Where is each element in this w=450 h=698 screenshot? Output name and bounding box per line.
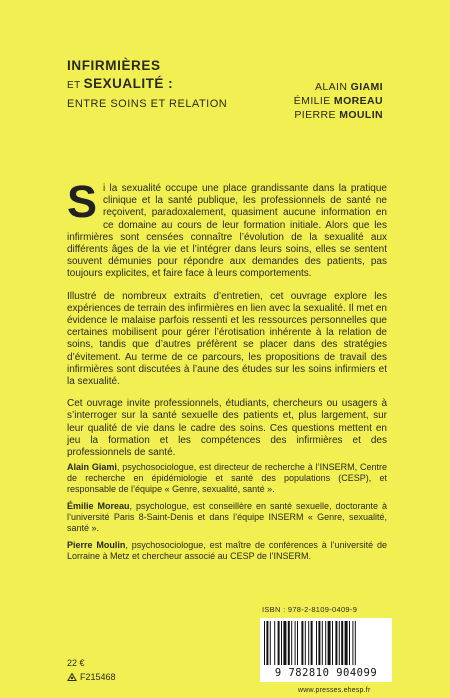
paragraph-text: i la sexualité occupe une place grandissante dans la pratique clinique et la santé publique, les professionnels de santé ne reçoivent, paradoxalement, quasiment aucune information en ce domaine au cours de leur formation initiale. Alors que les infirmières sont censées connaître l’évolution de la sexualité aux différents âges de la vie et l’intégrer dans leurs soins, elles se sentent souvent démunies pour répondre aux demandes des patients, pas toujours explicites, et faire face à leurs comportements.	[67, 183, 387, 280]
author-bios	[67, 462, 387, 568]
bio-text: , psychologue, est conseillère en santé sexuelle, doctorante à l’université Paris 8-Saint-Denis et dans l’équipe INSERM « Genre, sexualité, santé ».	[67, 501, 387, 533]
bio	[67, 501, 387, 534]
blurb-paragraph-1	[67, 176, 387, 281]
bio-name: Pierre Moulin	[67, 540, 126, 550]
author-last: GIAMI	[350, 81, 383, 93]
publisher-url[interactable]: www.presses.ehesp.fr	[298, 687, 371, 694]
author-first: ÉMILIE	[293, 95, 334, 107]
title-line2	[67, 75, 247, 95]
author	[294, 108, 383, 122]
barcode-bars-icon	[264, 621, 388, 667]
bio	[67, 540, 387, 562]
subtitle: ENTRE SOINS ET RELATION	[67, 98, 228, 110]
bio	[67, 462, 387, 495]
product-code	[67, 672, 116, 682]
author-last: MOULIN	[339, 109, 383, 121]
bio-name: Émilie Moreau	[67, 501, 130, 511]
authors	[294, 80, 383, 122]
blurb-paragraph-2: Illustré de nombreux extraits d’entretien, cet ouvrage explore les expériences de terrain des infirmières en lien avec la sexualité. Il met en évidence le malaise parfois ressenti et les ressources personnelles que certaines mobilisent pour gérer l’érotisation inhérente à la relation de soins, tandis que d’autres préfèrent se placer dans des stratégies d’évitement. Au terme de ce parcours, les propositions de travail des infirmières sont discutées à l’aune des études sur les soins infirmiers et la sexualité.	[67, 290, 387, 388]
barcode	[260, 618, 392, 682]
blurb	[67, 176, 387, 469]
bio-text: , psychosociologue, est maître de conférences à l’université de Lorraine à Metz et chercheur associé au CESP de l’INSERM.	[67, 540, 388, 561]
product-code-text: F215468	[80, 672, 116, 682]
blurb-paragraph-3: Cet ouvrage invite professionnels, étudiants, chercheurs ou usagers à s’interroger sur la santé sexuelle des patients et, plus largement, sur leur qualité de vie dans le cadre des soins. Ces questions mettent en jeu la formation et les compétences des infirmières et des professionnels de santé.	[67, 398, 387, 459]
bio-name: Alain Giami	[67, 462, 117, 472]
price: 22 €	[67, 658, 85, 668]
bio-text: , psychosociologue, est directeur de recherche à l’INSERM, Centre de recherche en épidémiologie et santé des populations (CESP), et responsable de l’équipe « Genre, sexualité, santé ».	[67, 462, 387, 494]
author-first: ALAIN	[314, 81, 351, 93]
author-last: MOREAU	[333, 95, 383, 107]
isbn: ISBN : 978-2-8109-0409-9	[262, 605, 358, 614]
author	[294, 94, 383, 108]
title-line1: INFIRMIÈRES	[67, 58, 161, 73]
author-first: PIERRE	[294, 109, 340, 121]
title-sexualite: SEXUALITÉ :	[83, 76, 174, 91]
author	[294, 80, 383, 94]
barcode-digits: 9 782810 904099	[274, 667, 378, 679]
title-block	[67, 57, 247, 112]
recycle-icon	[67, 673, 77, 682]
title-et: ET	[67, 80, 84, 91]
drop-cap: S	[67, 176, 98, 227]
